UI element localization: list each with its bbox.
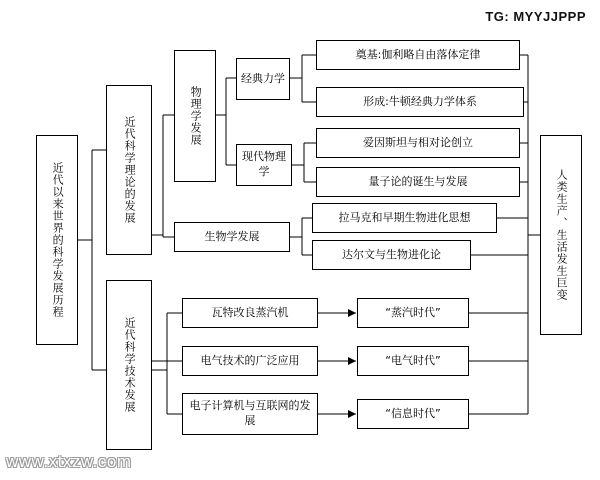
node-darwin-evolution: 达尔文与生物进化论 <box>312 240 471 270</box>
node-classical-mechanics: 经典力学 <box>236 58 290 100</box>
node-tech: 近代科学技术发展 <box>106 280 152 450</box>
node-root: 近代以来世界的科学发展历程 <box>36 135 78 345</box>
node-newton-mechanics: 形成:牛顿经典力学体系 <box>316 87 524 117</box>
node-steam-era: “蒸汽时代” <box>357 298 469 328</box>
site-watermark: www.xtxzw.com <box>6 452 132 471</box>
node-watt-steam-engine: 瓦特改良蒸汽机 <box>182 298 318 328</box>
node-galileo-free-fall: 奠基:伽利略自由落体定律 <box>316 40 520 70</box>
node-physics: 物理学发展 <box>174 50 216 182</box>
node-electric-era: “电气时代” <box>357 346 469 376</box>
node-einstein-relativity: 爱因斯坦与相对论创立 <box>316 128 520 158</box>
node-theory: 近代科学理论的发展 <box>106 85 152 255</box>
node-electrical-technology: 电气技术的广泛应用 <box>182 346 318 376</box>
node-computer-internet: 电子计算机与互联网的发展 <box>182 393 318 435</box>
node-lamarck-evolution: 拉马克和早期生物进化思想 <box>312 203 497 233</box>
node-modern-physics: 现代物理学 <box>236 144 292 186</box>
telegram-badge: TG: MYYJJPPP <box>477 6 594 27</box>
node-information-era: “信息时代” <box>357 399 469 429</box>
node-result: 人类生产、生活发生巨变 <box>540 135 582 335</box>
node-biology: 生物学发展 <box>174 222 290 252</box>
node-quantum-theory: 量子论的诞生与发展 <box>316 167 520 197</box>
